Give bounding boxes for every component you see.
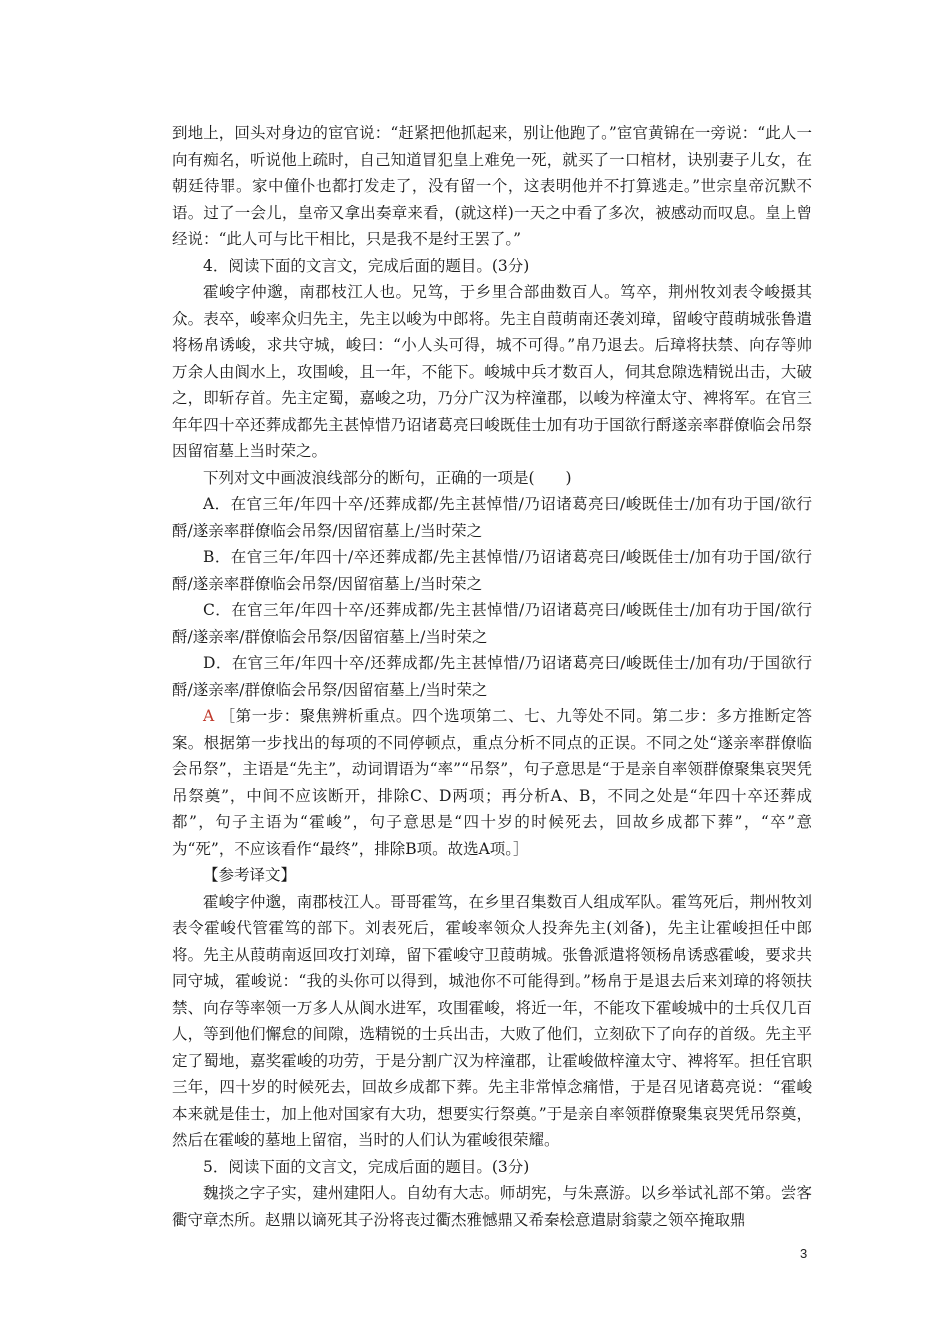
question-4-passage: 霍峻字仲邈，南郡枝江人也。兄笃，于乡里合部曲数百人。笃卒，荆州牧刘表令峻摄其众。表卒，峻率众归先主，先主以峻为中郎将。先主自葭萌南还袭刘璋，留峻守葭萌城张鲁遣将杨帛诱峻，求共守城，峻曰：“小人头可得，城不可得。”帛乃退去。后璋将扶禁、向存等帅万余人由阆水上，攻围峻，且一年，不能下。峻城中兵才数百人，伺其怠隙选精锐出击，大破之，即斩存首。先主定蜀，嘉峻之功，乃分广汉为梓潼郡，以峻为梓潼太守、裨将军。在官三年年四十卒还葬成都先主甚悼惜乃诏诸葛亮曰峻既佳士加有功于国欲行酹遂亲率群僚临会吊祭因留宿墓上当时荣之。 [172,283,812,460]
option-c: C．在官三年/年四十卒/还葬成都/先主甚悼惜/乃诏诸葛亮曰/峻既佳士/加有功于国/欲行酹/遂亲率/群僚临会吊祭/因留宿墓上/当时荣之 [172,601,812,646]
page-number: 3 [800,1246,808,1261]
question-5-heading: 5．阅读下面的文言文，完成后面的题目。(3分) [203,1157,530,1176]
option-a: A．在官三年/年四十卒/还葬成都/先主甚悼惜/乃诏诸葛亮曰/峻既佳士/加有功于国/欲行酹/遂亲率群僚临会吊祭/因留宿墓上/当时荣之 [172,495,812,540]
previous-translation-paragraph: 到地上，回头对身边的宦官说：“赶紧把他抓起来，别让他跑了。”宦官黄锦在一旁说：“此人一向有痴名，听说他上疏时，自己知道冒犯皇上难免一死，就买了一口棺材，诀别妻子儿女，在朝廷待罪。家中僮仆也都打发走了，没有留一个，这表明他并不打算逃走。”世宗皇帝沉默不语。过了一会儿，皇帝又拿出奏章来看，(就这样)一天之中看了多次，被感动而叹息。皇上曾经说：“此人可与比干相比，只是我不是纣王罢了。” [172,124,812,248]
question-5-passage: 魏掞之字子实，建州建阳人。自幼有大志。师胡宪，与朱熹游。以乡举试礼部不第。尝客衢守章杰所。赵鼎以谪死其子汾将丧过衢杰雅憾鼎又希秦桧意遣尉翁蒙之领卒掩取鼎 [172,1184,812,1229]
option-b: B．在官三年/年四十/卒还葬成都/先主甚悼惜/乃诏诸葛亮曰/峻既佳士/加有功于国/欲行酹/遂亲率群僚临会吊祭/因留宿墓上/当时荣之 [172,548,812,593]
reference-translation-heading: 【参考译文】 [203,866,297,884]
reference-translation: 霍峻字仲邈，南郡枝江人。哥哥霍笃，在乡里召集数百人组成军队。霍笃死后，荆州牧刘表令霍峻代管霍笃的部下。刘表死后，霍峻率领众人投奔先主(刘备)，先主让霍峻担任中郎将。先主从葭萌南返回攻打刘璋，留下霍峻守卫葭萌城。张鲁派遣将领杨帛诱惑霍峻，要求共同守城，霍峻说：“我的头你可以得到，城池你不可能得到。”杨帛于是退去后来刘璋的将领扶禁、向存等率领一万多人从阆水进军，攻围霍峻，将近一年，不能攻下霍峻城中的士兵仅几百人，等到他们懈怠的间隙，选精锐的士兵出击，大败了他们，立刻砍下了向存的首级。先主平定了蜀地，嘉奖霍峻的功劳，于是分割广汉为梓潼郡，让霍峻做梓潼太守、裨将军。担任官职三年，四十岁的时候死去，回故乡成都下葬。先主非常悼念痛惜，于是召见诸葛亮说：“霍峻本来就是佳士，加上他对国家有大功，想要实行祭奠。”于是亲自率领群僚聚集哀哭凭吊祭奠，然后在霍峻的墓地上留宿，当时的人们认为霍峻很荣耀。 [172,892,812,1149]
answer-letter: A [203,707,215,725]
analysis-text: ［第一步：聚焦辨析重点。四个选项第二、七、九等处不同。第二步：多方推断定答案。根据第一步找出的每项的不同停顿点，重点分析不同点的正误。不同之处“遂亲率群僚临会吊祭”，主语是“先主”，动词谓语为“率”“吊祭”，句子意思是“于是亲自率领群僚聚集哀哭凭吊祭奠”，中间不应该断开，排除C、D两项；再分析A、B，不同之处是“年四十卒还葬成都”，句子主语为“霍峻”，句子意思是“四十岁的时候死去，回故乡成都下葬”，“卒”意为“死”，不应该看作“最终”，排除B项。故选A项。］ [172,707,812,858]
question-4-prompt: 下列对文中画波浪线部分的断句，正确的一项是( ) [203,468,572,487]
option-d: D．在官三年/年四十卒/还葬成都/先主甚悼惜/乃诏诸葛亮曰/峻既佳士/加有功/于国欲行酹/遂亲率/群僚临会吊祭/因留宿墓上/当时荣之 [172,654,812,699]
question-4-heading: 4．阅读下面的文言文，完成后面的题目。(3分) [203,256,530,275]
page-content [172,120,812,1233]
answer-analysis [172,703,812,862]
